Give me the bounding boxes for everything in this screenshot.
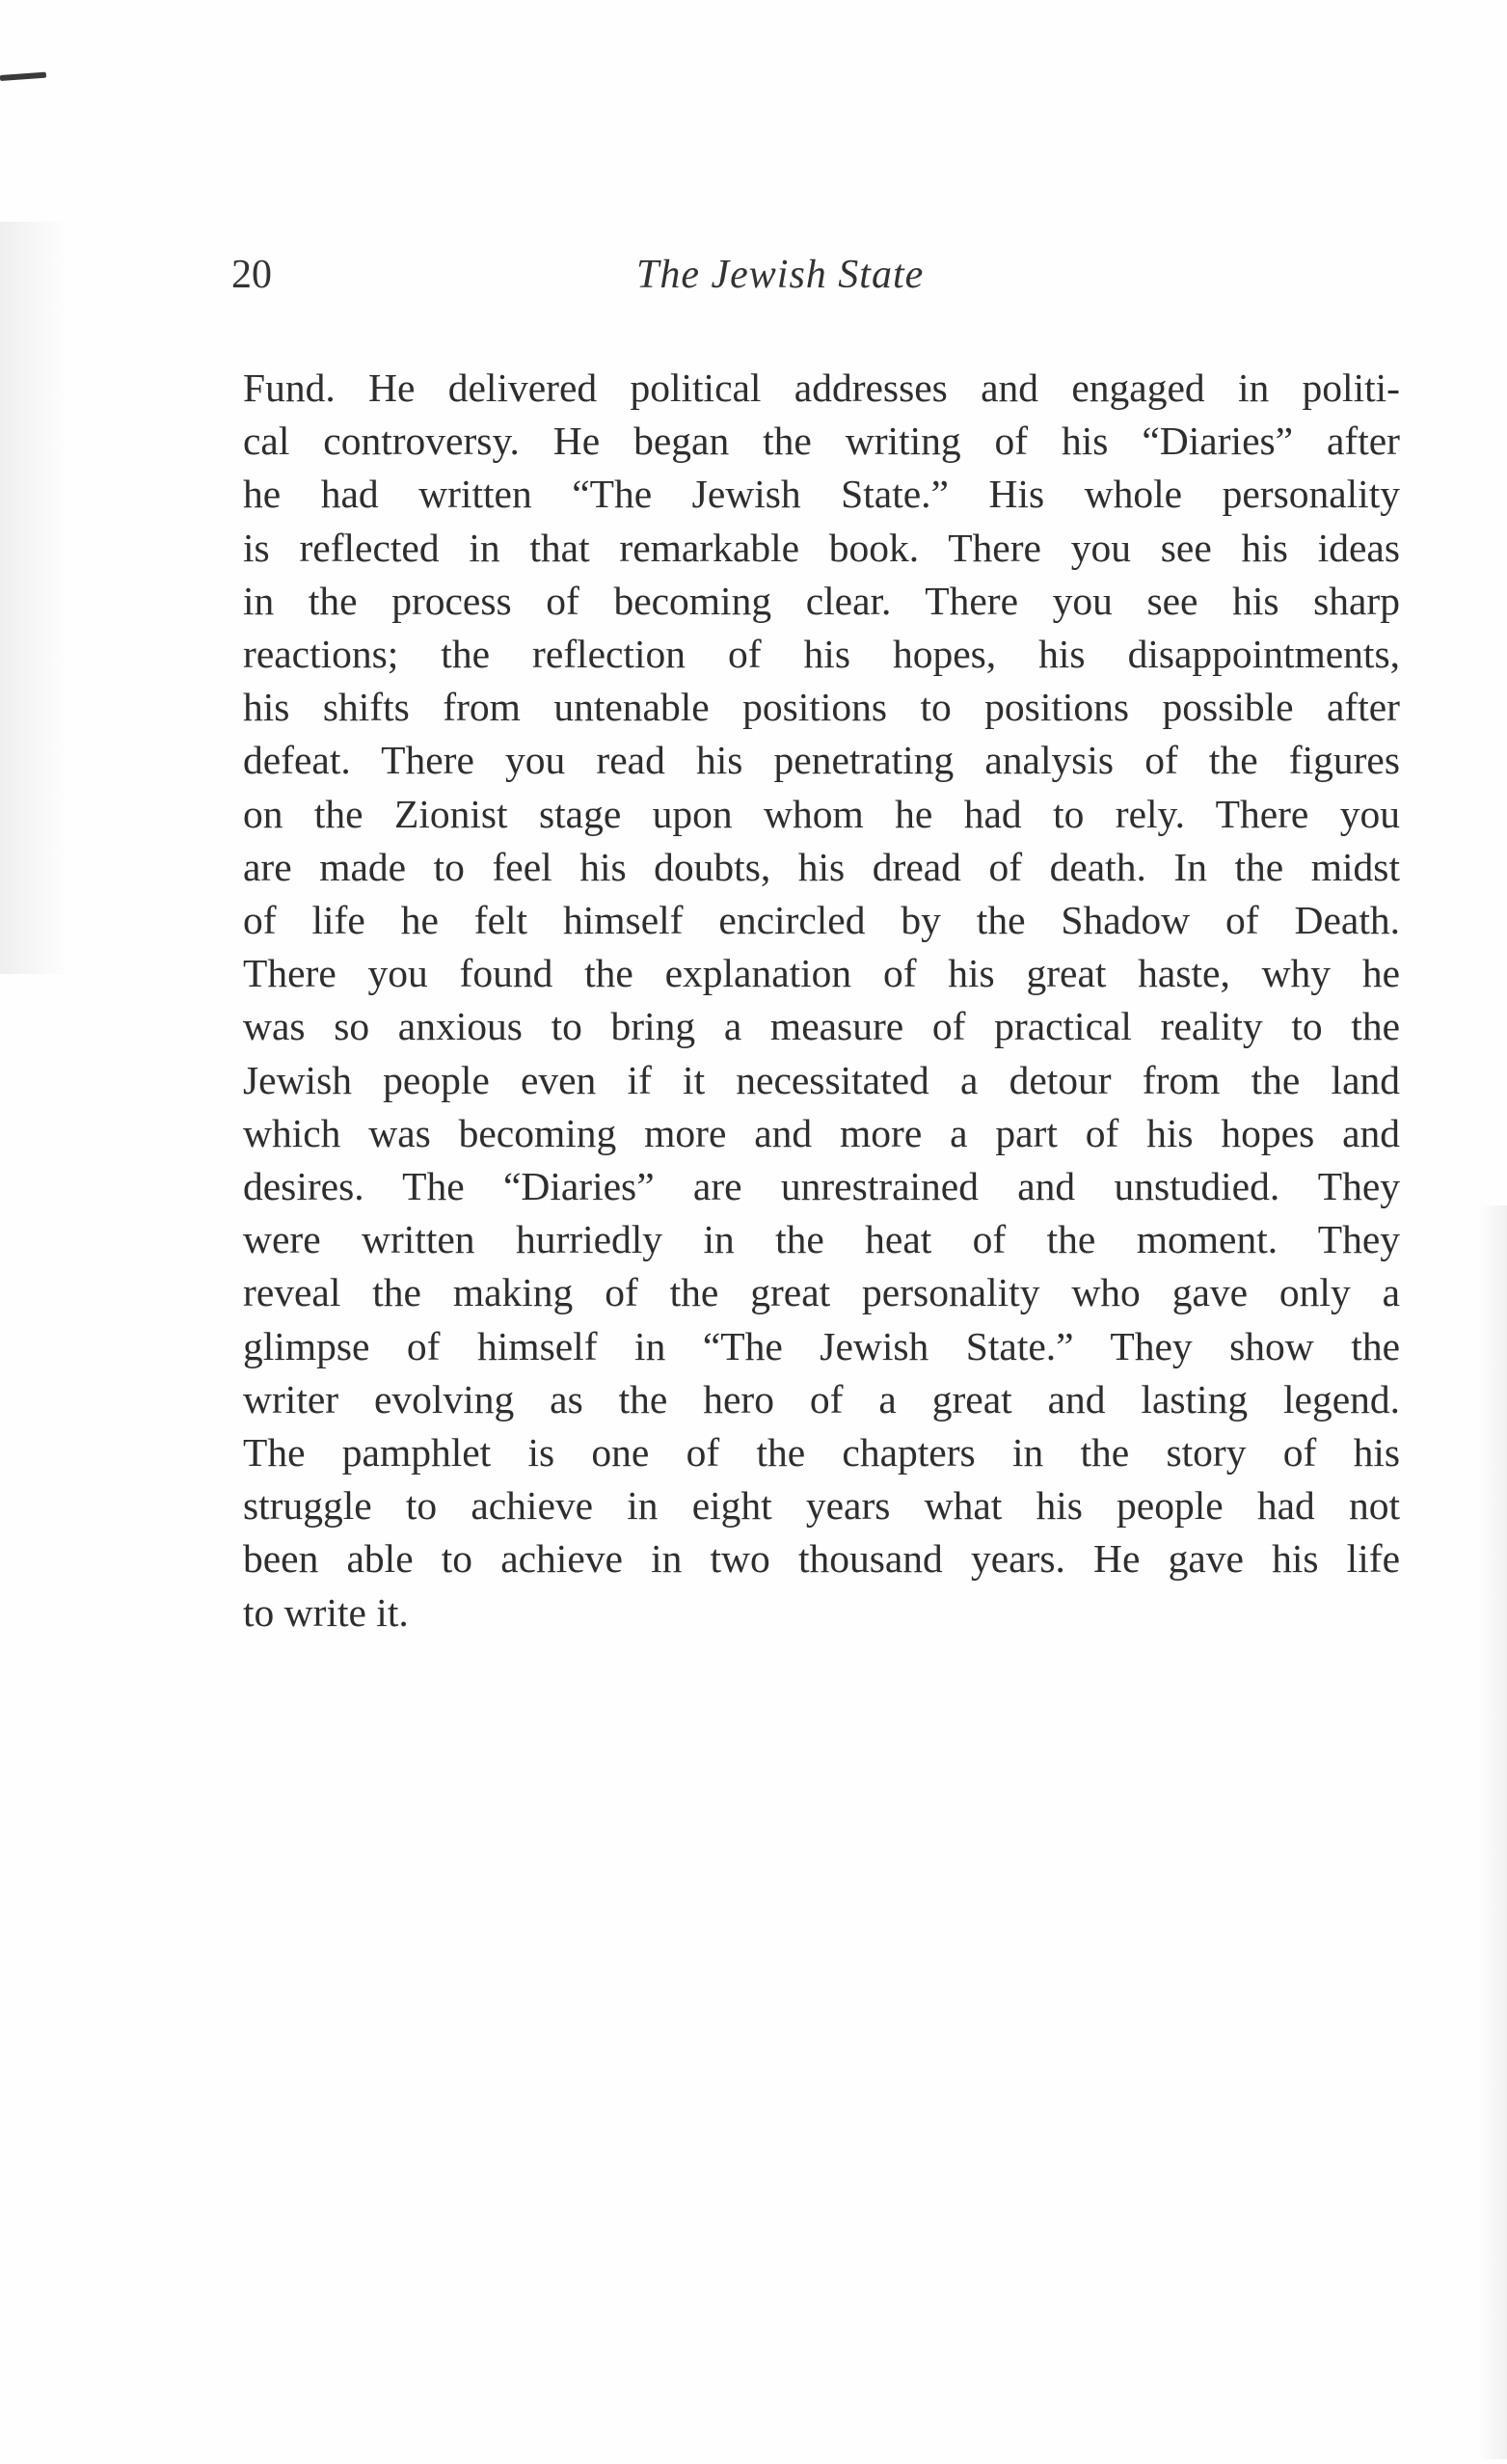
running-head <box>231 246 1408 304</box>
text-line: in the process of becoming clear. There you see his sharp <box>243 578 1400 623</box>
text-line: glimpse of himself in “The Jewish State.” They show the <box>243 1323 1400 1368</box>
text-line: which was becoming more and more a part of his hopes and <box>243 1110 1400 1155</box>
text-line: is reflected in that remarkable book. There you see his ideas <box>243 525 1400 570</box>
text-line: defeat. There you read his penetrating analysis of the figures <box>243 738 1400 783</box>
left-gutter-shadow <box>0 222 67 974</box>
text-line: Fund. He delivered political addresses and engaged in politi- <box>243 366 1400 410</box>
body-paragraph <box>243 362 1400 1639</box>
text-line: There you found the explanation of his great haste, why he <box>243 951 1400 996</box>
text-line: writer evolving as the hero of a great and lasting legend. <box>243 1376 1400 1422</box>
text-line: Jewish people even if it necessitated a detour from the land <box>243 1057 1400 1102</box>
text-line: his shifts from untenable positions to positions possible after <box>243 685 1400 730</box>
text-line: of life he felt himself encircled by the Shadow of Death. <box>243 898 1400 943</box>
text-line: on the Zionist stage upon whom he had to rely. There you <box>243 791 1400 836</box>
text-line: cal controversy. He began the writing of his “Diaries” after <box>243 419 1400 464</box>
text-line: reactions; the reflection of his hopes, his disappointments, <box>243 632 1400 677</box>
text-line: The pamphlet is one of the chapters in the story of his <box>243 1430 1400 1476</box>
page-number: 20 <box>231 253 272 297</box>
text-line: been able to achieve in two thousand years. He gave his life <box>243 1536 1400 1582</box>
scan-corner-mark <box>0 72 46 81</box>
text-line: he had written “The Jewish State.” His whole personality <box>243 472 1400 517</box>
running-title: The Jewish State <box>636 253 925 297</box>
right-edge-shadow <box>1478 1205 1507 2459</box>
text-line: were written hurriedly in the heat of the moment. They <box>243 1217 1400 1262</box>
text-line-last: to write it. <box>243 1589 409 1635</box>
text-line: are made to feel his doubts, his dread of death. In the midst <box>243 844 1400 889</box>
text-line: was so anxious to bring a measure of practical reality to the <box>243 1004 1400 1049</box>
text-line: reveal the making of the great personality who gave only a <box>243 1270 1400 1315</box>
text-line: struggle to achieve in eight years what his people had not <box>243 1483 1400 1529</box>
text-line: desires. The “Diaries” are unrestrained and unstudied. They <box>243 1164 1400 1209</box>
